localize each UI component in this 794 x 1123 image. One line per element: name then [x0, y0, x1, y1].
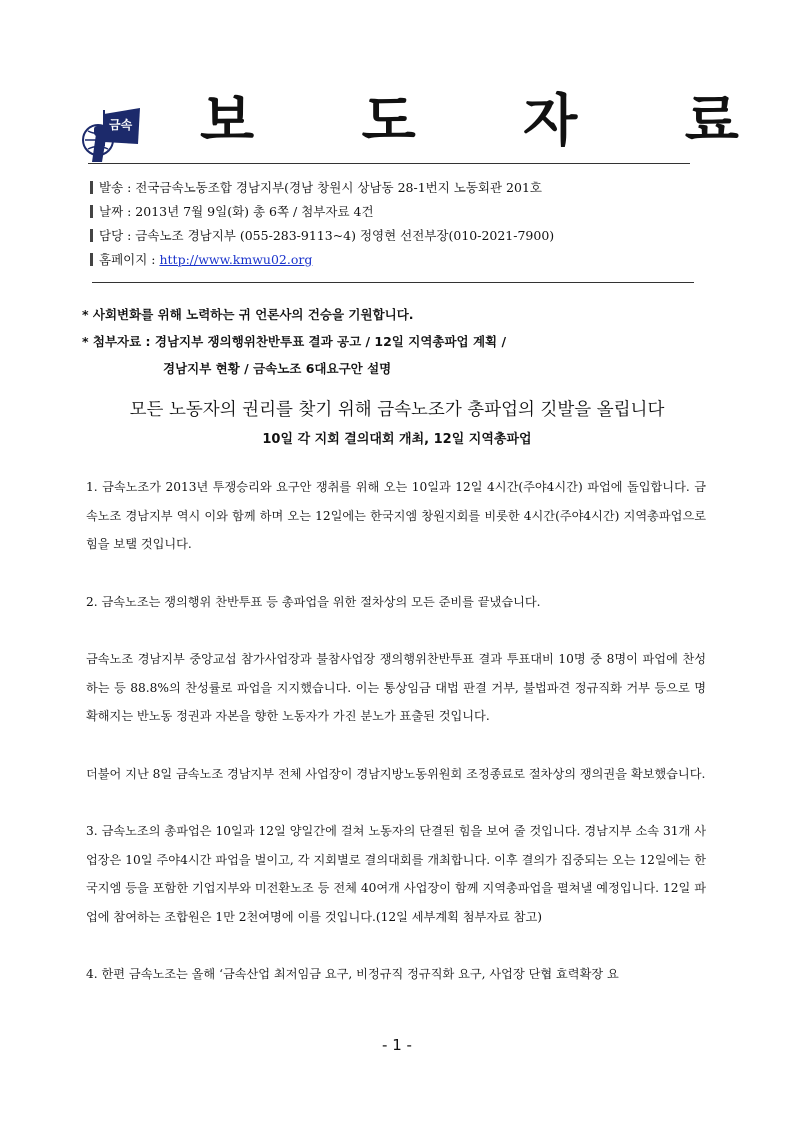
page-number: - 1 -	[382, 1036, 412, 1054]
homepage-link[interactable]: http://www.kmwu02.org	[159, 252, 313, 267]
logo-text: 금속	[109, 118, 133, 132]
info-sender: 발송 : 전국금속노동조합 경남지부(경남 창원시 상남동 28-1번지 노동회관 201호	[99, 180, 542, 195]
note-attachments: * 첨부자료 : 경남지부 쟁의행위찬반투표 결과 공고 / 12일 지역총파업 계획 /	[82, 334, 507, 349]
note-attachments-continued: 경남지부 현황 / 금속노조 6대요구안 설명	[163, 361, 392, 376]
document-title: 보 도 자 료	[200, 89, 783, 154]
info-contact: 담당 : 금속노조 경남지부 (055-283-9113~4) 정영현 선전부장(010-2021-7900)	[99, 228, 555, 243]
info-block	[90, 176, 700, 272]
bullet-mark	[90, 229, 93, 242]
header-divider	[88, 163, 690, 164]
info-divider	[92, 282, 694, 283]
info-homepage-row	[90, 248, 700, 272]
note-greeting: * 사회변화를 위해 노력하는 귀 언론사의 건승을 기원합니다.	[82, 307, 414, 322]
info-date: 날짜 : 2013년 7월 9일(화) 총 6쪽 / 첨부자료 4건	[99, 204, 374, 219]
union-logo	[80, 100, 142, 164]
info-contact-row	[90, 224, 700, 248]
paragraph-4: 더불어 지난 8일 금속노조 경남지부 전체 사업장이 경남지방노동위원회 조정종료로 절차상의 쟁의권을 확보했습니다.	[86, 766, 706, 781]
info-homepage-label: 홈페이지 :	[99, 252, 160, 267]
headline: 모든 노동자의 권리를 찾기 위해 금속노조가 총파업의 깃발을 올립니다	[129, 400, 665, 420]
paragraph-6: 4. 한편 금속노조는 올해 ‘금속산업 최저임금 요구, 비정규직 정규직화 요구, 사업장 단협 효력확장 요	[86, 967, 619, 981]
body-text	[86, 473, 706, 1018]
bullet-mark	[90, 205, 93, 218]
info-sender-row	[90, 176, 700, 200]
notes-block	[82, 301, 702, 382]
bullet-mark	[90, 253, 93, 266]
paragraph-5: 3. 금속노조의 총파업은 10일과 12일 양일간에 걸쳐 노동자의 단결된 힘을 보여 줄 것입니다. 경남지부 소속 31개 사업장은 10일 주야4시간 파업을 벌이고, 각 지회별로 결의대회를 개최합니다. 이후 결의가 집중되는 오는 12일에는 한국지엠 등을 포함한 기업지부와 미전환노조 등 전체 40여개 사업장이 함께 지역총파업을 펼쳐낼 예정입니다. 12일 파업에 참여하는 조합원은 1만 2천여명에 이를 것입니다.(12일 세부계획 첨부자료 참고)	[86, 824, 706, 924]
paragraph-1: 1. 금속노조가 2013년 투쟁승리와 요구안 쟁취를 위해 오는 10일과 12일 4시간(주야4시간) 파업에 돌입합니다. 금속노조 경남지부 역시 이와 함께 하며 오는 12일에는 한국지엠 창원지회를 비롯한 4시간(주야4시간) 지역총파업으로 힘을 보탤 것입니다.	[86, 480, 706, 551]
bullet-mark	[90, 181, 93, 194]
subheadline: 10일 각 지회 결의대회 개최, 12일 지역총파업	[262, 432, 532, 447]
paragraph-2: 2. 금속노조는 쟁의행위 찬반투표 등 총파업을 위한 절차상의 모든 준비를 끝냈습니다.	[86, 594, 541, 609]
info-date-row	[90, 200, 700, 224]
paragraph-3: 금속노조 경남지부 중앙교섭 참가사업장과 불참사업장 쟁의행위찬반투표 결과 투표대비 10명 중 8명이 파업에 찬성하는 등 88.8%의 찬성률로 파업을 지지했습니다. 이는 통상임금 대법 판결 거부, 불법파견 정규직화 거부 등으로 명확해지는 반노동 정권과 자본을 향한 노동자가 가진 분노가 표출된 것입니다.	[86, 652, 706, 723]
